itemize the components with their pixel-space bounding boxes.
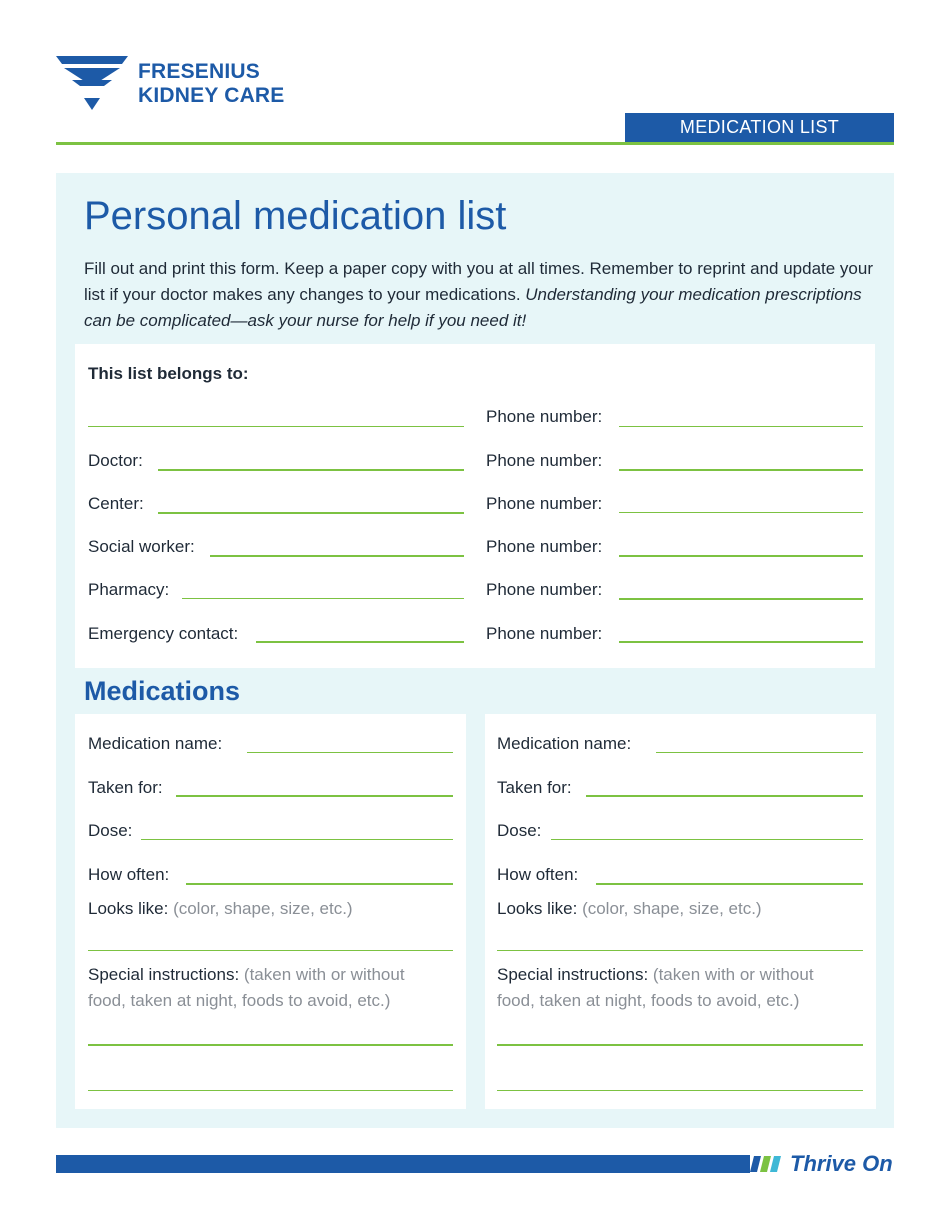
owner-heading: This list belongs to:: [88, 364, 249, 383]
owner-info-box: [75, 344, 875, 668]
dose-label: Dose:: [88, 821, 133, 840]
footer-bar: [56, 1155, 750, 1173]
how-often-field[interactable]: [596, 883, 863, 885]
medication-list-badge: MEDICATION LIST: [625, 113, 894, 142]
medication-name-field[interactable]: [656, 752, 863, 753]
looks-like-text: Looks like:: [497, 899, 578, 918]
tagline: Thrive On: [790, 1151, 893, 1176]
special-hint-1: (taken with or without: [652, 965, 814, 984]
special-instructions-text: Special instructions:: [497, 965, 649, 984]
social-worker-phone-field[interactable]: [619, 555, 863, 557]
emergency-phone-field[interactable]: [619, 641, 863, 643]
taken-for-field[interactable]: [586, 795, 863, 797]
medication-name-label: Medication name:: [88, 734, 223, 753]
center-phone-field[interactable]: [619, 512, 863, 513]
dose-field[interactable]: [141, 839, 453, 840]
emergency-contact-label: Emergency contact:: [88, 624, 239, 643]
dose-label: Dose:: [497, 821, 542, 840]
intro-text: [84, 256, 874, 334]
chevron-logo-icon: [56, 54, 128, 114]
special-instructions-label: [88, 964, 405, 986]
taken-for-field[interactable]: [176, 795, 453, 797]
looks-like-label: [497, 898, 762, 920]
page-title: Personal medication list: [84, 194, 507, 238]
looks-like-label: [88, 898, 353, 920]
phone-label: Phone number:: [486, 451, 603, 470]
how-often-label: How often:: [497, 865, 579, 884]
stripes-icon: [750, 1150, 790, 1178]
pharmacy-phone-field[interactable]: [619, 598, 863, 600]
phone-label: Phone number:: [486, 580, 603, 599]
owner-phone-field[interactable]: [619, 426, 863, 427]
pharmacy-field[interactable]: [182, 598, 464, 599]
special-instructions-field-2[interactable]: [497, 1090, 863, 1091]
phone-label: Phone number:: [486, 407, 603, 426]
looks-like-hint: (color, shape, size, etc.): [173, 899, 353, 918]
phone-label: Phone number:: [486, 494, 603, 513]
special-instructions-field-1[interactable]: [497, 1044, 863, 1046]
emergency-contact-field[interactable]: [256, 641, 464, 643]
owner-name-field[interactable]: [88, 426, 464, 427]
medication-name-field[interactable]: [247, 752, 453, 753]
phone-label: Phone number:: [486, 537, 603, 556]
special-hint-2: food, taken at night, foods to avoid, etc.): [88, 991, 391, 1010]
doctor-field[interactable]: [158, 469, 464, 471]
social-worker-label: Social worker:: [88, 537, 195, 556]
logo-line-2: KIDNEY CARE: [138, 84, 285, 107]
taken-for-label: Taken for:: [88, 778, 163, 797]
logo-text: [138, 60, 285, 108]
looks-like-field[interactable]: [88, 950, 453, 951]
special-instructions-text: Special instructions:: [88, 965, 240, 984]
looks-like-hint: (color, shape, size, etc.): [582, 899, 762, 918]
special-instructions-label: [497, 964, 814, 986]
medication-name-label: Medication name:: [497, 734, 632, 753]
center-field[interactable]: [158, 512, 464, 514]
special-instructions-field-2[interactable]: [88, 1090, 453, 1091]
center-label: Center:: [88, 494, 144, 513]
looks-like-field[interactable]: [497, 950, 863, 951]
intro-italic: Understanding your medication prescriptions can be complicated—ask your nurse for help if you need it!: [84, 285, 862, 330]
how-often-field[interactable]: [186, 883, 453, 885]
medications-heading: Medications: [84, 676, 241, 706]
intro-regular: Fill out and print this form. Keep a paper copy with you at all times. Remember to reprint and update your list if your doctor makes any changes to your medications.: [84, 259, 874, 304]
thrive-on-logo: [750, 1150, 900, 1178]
phone-label: Phone number:: [486, 624, 603, 643]
doctor-phone-field[interactable]: [619, 469, 863, 471]
special-hint-1: (taken with or without: [243, 965, 405, 984]
fresenius-logo: [56, 54, 336, 118]
pharmacy-label: Pharmacy:: [88, 580, 170, 599]
special-instructions-field-1[interactable]: [88, 1044, 453, 1046]
taken-for-label: Taken for:: [497, 778, 572, 797]
how-often-label: How often:: [88, 865, 170, 884]
social-worker-field[interactable]: [210, 555, 464, 557]
doctor-label: Doctor:: [88, 451, 143, 470]
special-hint-2: food, taken at night, foods to avoid, etc.): [497, 991, 800, 1010]
logo-line-1: FRESENIUS: [138, 60, 260, 83]
looks-like-text: Looks like:: [88, 899, 169, 918]
header-divider: [56, 142, 894, 145]
dose-field[interactable]: [551, 839, 863, 840]
